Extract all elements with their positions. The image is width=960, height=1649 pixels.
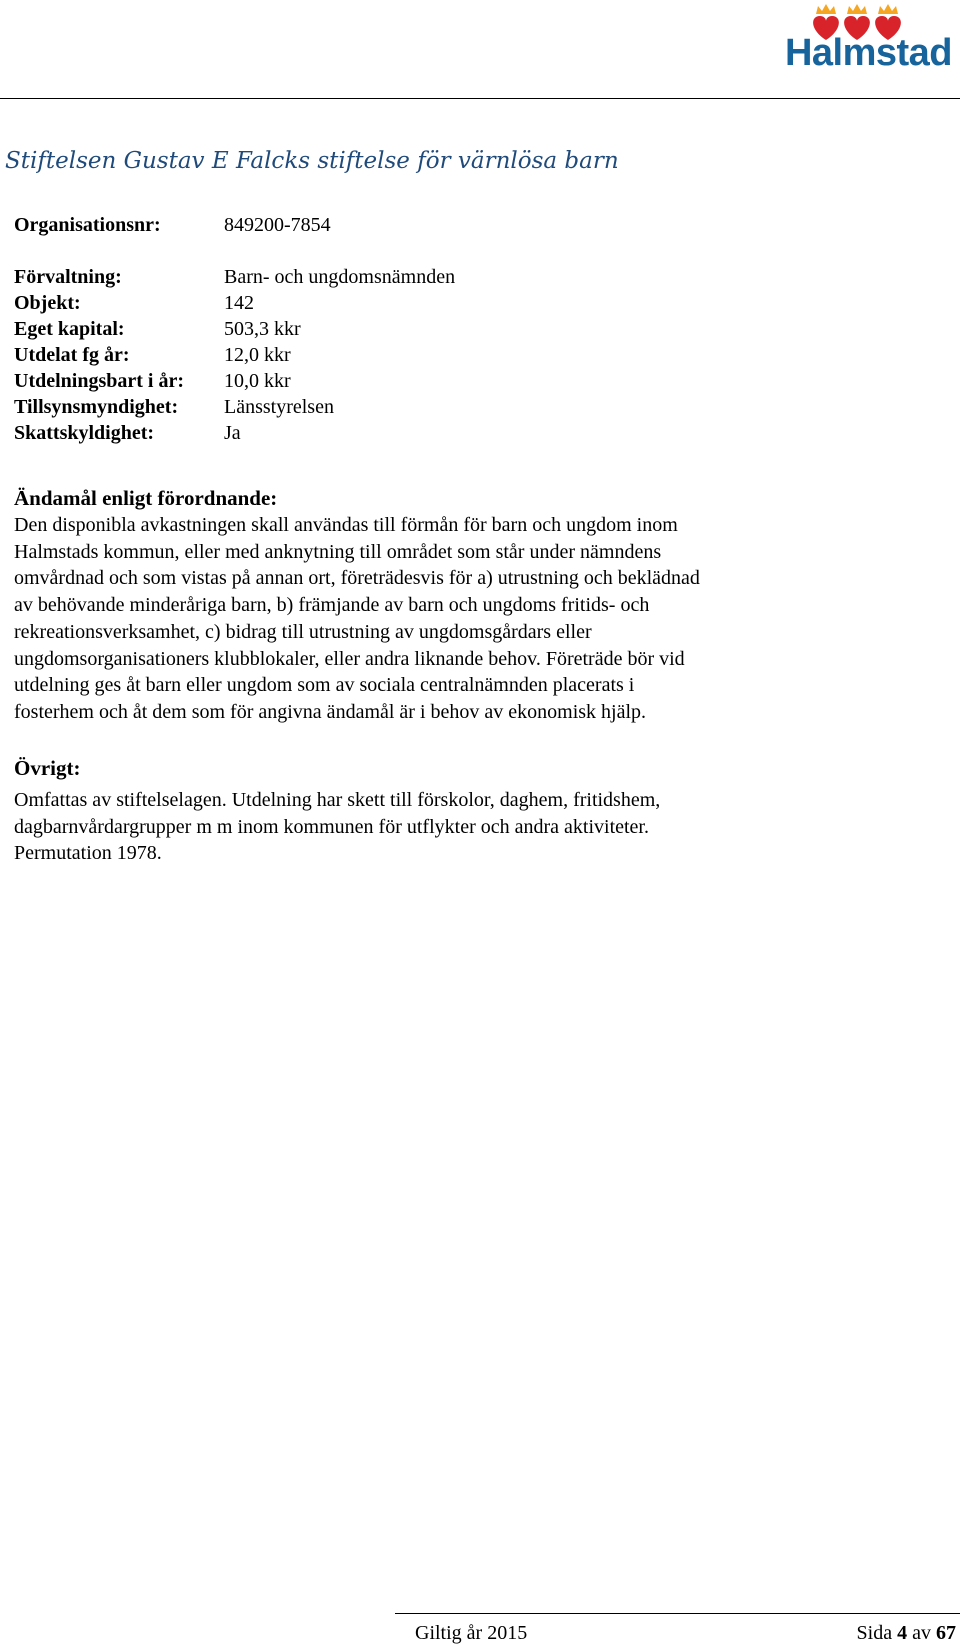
logo-wordmark: Halmstad bbox=[784, 32, 952, 74]
field-label: Tillsynsmyndighet: bbox=[14, 396, 179, 418]
field-label: Förvaltning: bbox=[14, 266, 122, 288]
field-value: 10,0 kkr bbox=[224, 370, 291, 392]
purpose-heading: Ändamål enligt förordnande: bbox=[14, 486, 278, 510]
field-label: Utdelningsbart i år: bbox=[14, 370, 184, 392]
purpose-line: av behövande minderåriga barn, b) främjande av barn och ungdoms fritids- och bbox=[14, 594, 650, 617]
other-line: dagbarnvårdargrupper m m inom kommunen för utflykter och andra aktiviteter. bbox=[14, 815, 649, 838]
purpose-line: omvårdnad och som vistas på annan ort, företrädesvis för a) utrustning och beklädnad bbox=[14, 567, 700, 590]
field-value: 142 bbox=[224, 292, 254, 314]
purpose-line: Den disponibla avkastningen skall användas till förmån för barn och ungdom inom bbox=[14, 514, 678, 536]
purpose-line: Halmstads kommun, eller med anknytning till området som står under nämndens bbox=[14, 540, 662, 563]
field-label: Objekt: bbox=[14, 292, 81, 314]
field-value: 503,3 kkr bbox=[224, 318, 301, 340]
field-value: Ja bbox=[224, 422, 241, 444]
field-value: Barn- och ungdomsnämnden bbox=[224, 266, 456, 288]
footer-page-number bbox=[857, 1622, 956, 1645]
field-label: Skattskyldighet: bbox=[14, 422, 155, 444]
field-label: Utdelat fg år: bbox=[14, 344, 130, 366]
purpose-line: fosterhem och åt dem som för angivna ändamål är i behov av ekonomisk hjälp. bbox=[14, 700, 647, 723]
halmstad-logo bbox=[784, 0, 960, 80]
page-total: 67 bbox=[936, 1622, 956, 1644]
footer-valid-year: Giltig år 2015 bbox=[415, 1622, 528, 1644]
other-line: Permutation 1978. bbox=[14, 842, 162, 865]
other-line: Omfattas av stiftelselagen. Utdelning har skett till förskolor, daghem, fritidshem, bbox=[14, 789, 661, 811]
purpose-line: rekreationsverksamhet, c) bidrag till utrustning av ungdomsgårdars eller bbox=[14, 620, 592, 643]
footer-divider bbox=[395, 1613, 960, 1614]
purpose-line: ungdomsorganisationers klubblokaler, eller andra liknande behov. Företräde bör vid bbox=[14, 647, 685, 670]
field-value: 849200-7854 bbox=[224, 214, 331, 236]
header-divider bbox=[0, 98, 960, 99]
page-current: 4 bbox=[897, 1622, 908, 1644]
field-value: 12,0 kkr bbox=[224, 344, 291, 366]
field-label: Organisationsnr: bbox=[14, 214, 161, 236]
purpose-paragraph bbox=[14, 512, 944, 726]
page-sep: av bbox=[912, 1622, 931, 1644]
page-title: Stiftelsen Gustav E Falcks stiftelse för värnlösa barn bbox=[5, 148, 619, 174]
purpose-line: utdelning ges åt barn eller ungdom som av sociala centralnämnden placerats i bbox=[14, 674, 635, 697]
page-prefix: Sida bbox=[856, 1622, 893, 1644]
other-paragraph bbox=[14, 787, 944, 867]
field-value: Länsstyrelsen bbox=[224, 396, 334, 418]
other-heading: Övrigt: bbox=[14, 756, 81, 780]
field-label: Eget kapital: bbox=[14, 318, 125, 340]
